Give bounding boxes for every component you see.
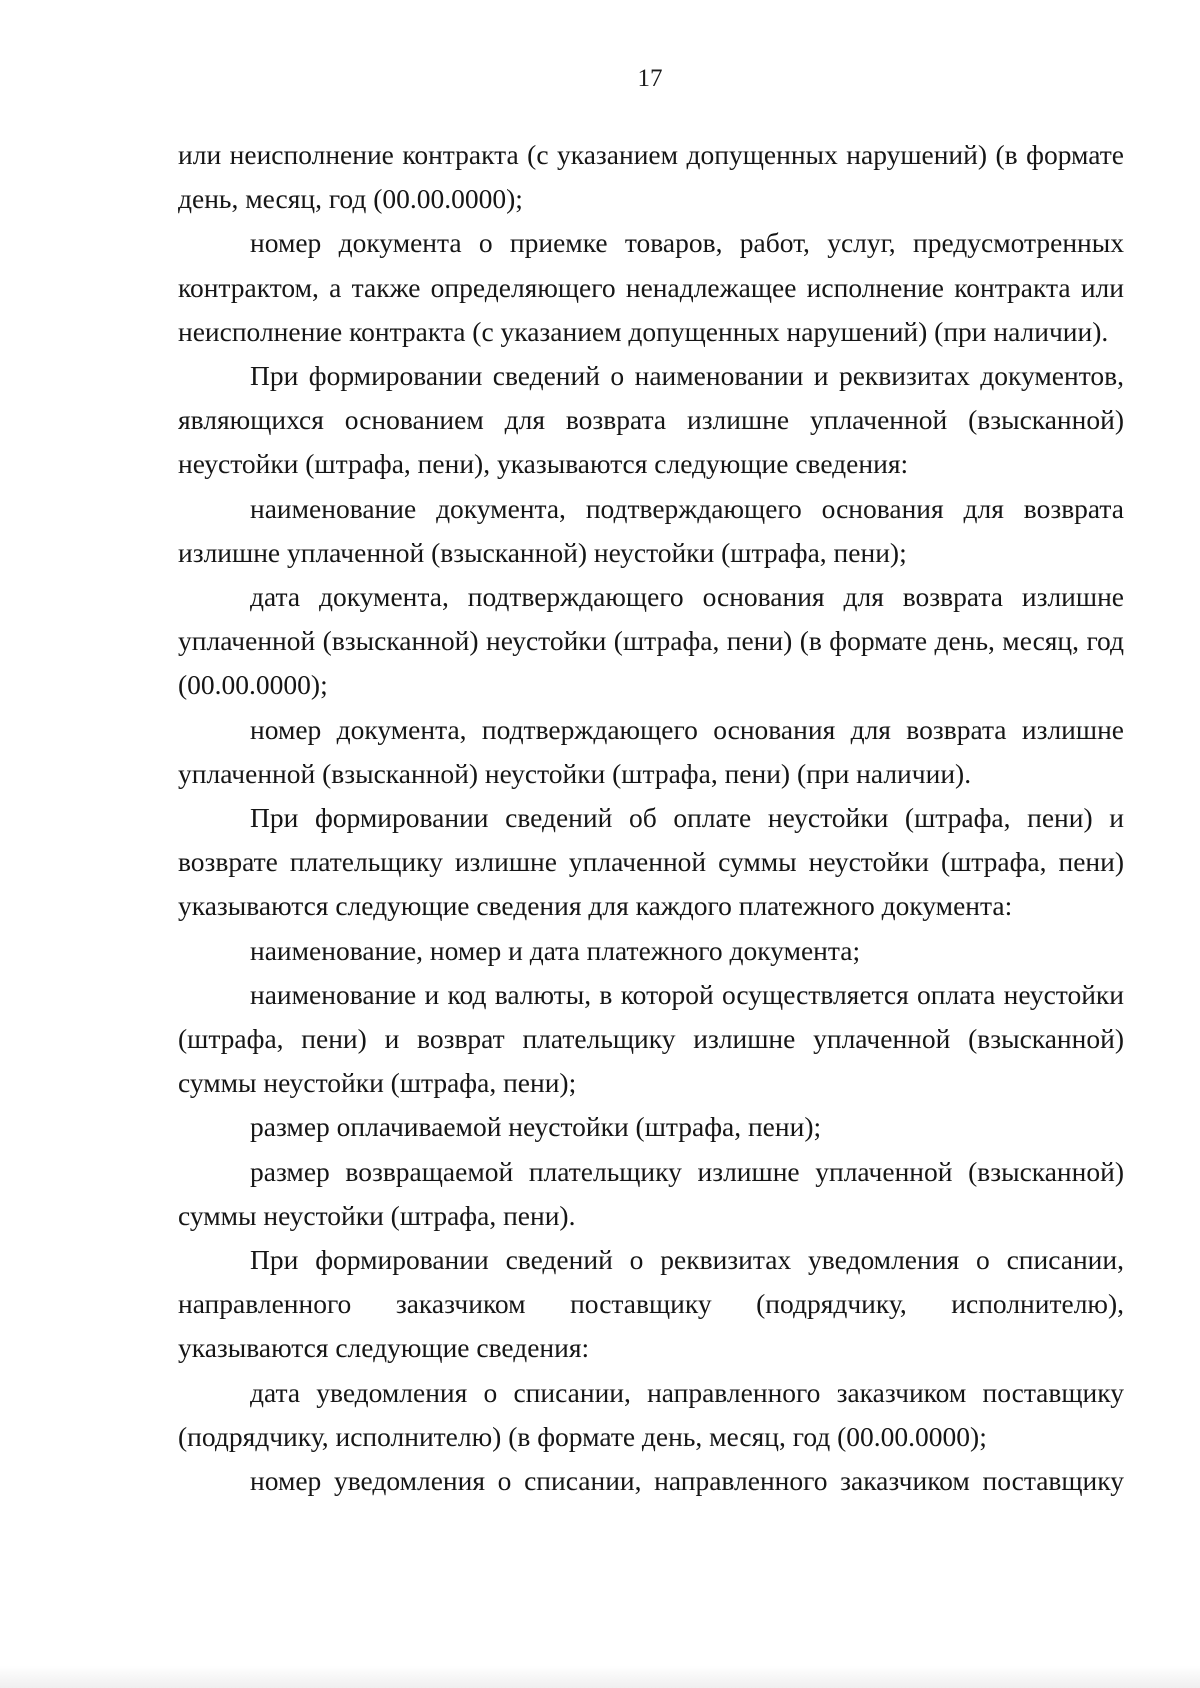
paragraph: дата документа, подтверждающего основания для возврата излишне уплаченной (взысканной) неустойки (штрафа, пени) (в формате день, месяц, год (00.00.0000); [178,581,1124,701]
paragraph: При формировании сведений о наименовании и реквизитах документов, являющихся основанием для возврата излишне уплаченной (взысканной) неустойки (штрафа, пени), указываются следующие сведения: [178,360,1124,480]
paragraph: номер документа о приемке товаров, работ, услуг, предусмотренных контрактом, а также определяющего ненадлежащее исполнение контракта или неисполнение контракта (с указанием допущенных нарушений) (при наличии). [178,227,1124,347]
page-number: 17 [637,65,663,92]
paragraph: наименование документа, подтверждающего основания для возврата излишне уплаченной (взысканной) неустойки (штрафа, пени); [178,492,1124,568]
paragraph: номер документа, подтверждающего основания для возврата излишне уплаченной (взысканной) неустойки (штрафа, пени) (при наличии). [178,713,1124,789]
paragraph: размер возвращаемой плательщику излишне уплаченной (взысканной) суммы неустойки (штрафа, пени). [178,1155,1124,1231]
paragraph: При формировании сведений о реквизитах уведомления о списании, направленного заказчиком поставщику (подрядчику, исполнителю), указываются следующие сведения: [178,1244,1124,1364]
document-body [178,133,1124,1503]
paragraph: дата уведомления о списании, направленного заказчиком поставщику (подрядчику, исполнителю) (в формате день, месяц, год (00.00.0000); [178,1376,1124,1452]
paragraph: размер оплачиваемой неустойки (штрафа, пени); [250,1111,822,1143]
paragraph: наименование, номер и дата платежного документа; [250,934,861,966]
paragraph: наименование и код валюты, в которой осуществляется оплата неустойки (штрафа, пени) и возврат плательщику излишне уплаченной (взысканной) суммы неустойки (штрафа, пени); [178,978,1124,1099]
scan-shadow [0,1666,1200,1688]
paragraph: При формировании сведений об оплате неустойки (штрафа, пени) и возврате плательщику излишне уплаченной суммы неустойки (штрафа, пени) указываются следующие сведения для каждого платежного документа: [178,802,1124,922]
paragraph: или неисполнение контракта (с указанием допущенных нарушений) (в формате день, месяц, год (00.00.0000); [178,139,1124,215]
paragraph: номер уведомления о списании, направленного заказчиком поставщику [250,1465,1124,1497]
